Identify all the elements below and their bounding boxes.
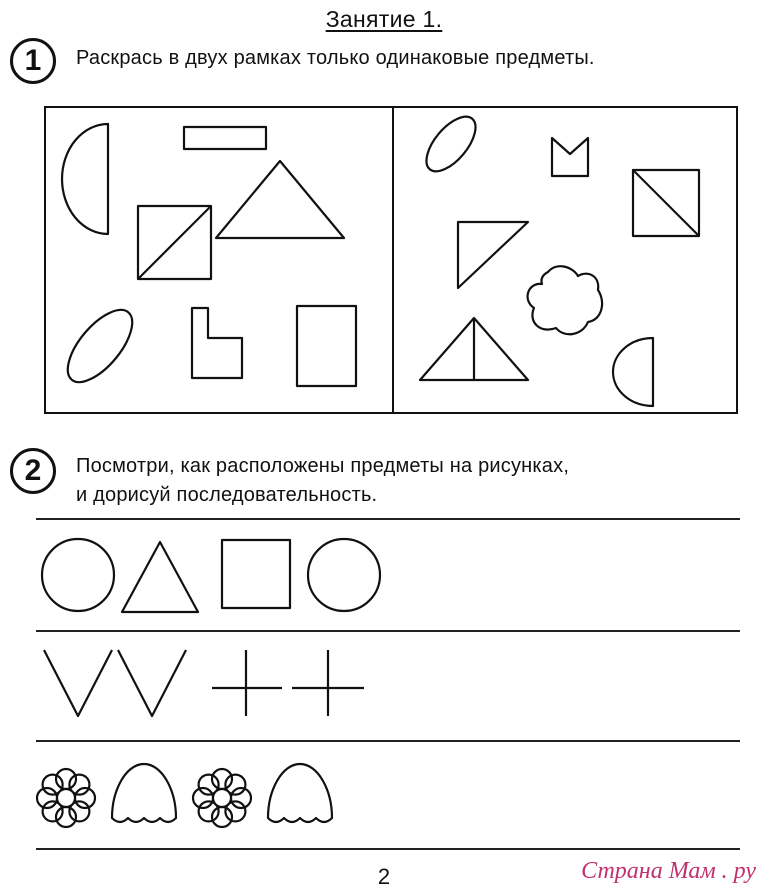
circle-icon[interactable] [42,539,114,611]
page-number: 2 [377,864,391,889]
square-icon[interactable] [222,540,290,608]
task-2-instruction-line-2: и дорисуй последовательность. [76,484,378,506]
site-watermark: Страна Мам . ру [581,858,756,884]
task-2-instruction-line-1: Посмотри, как расположены предметы на рисунках, [76,455,570,477]
v-shape-icon[interactable] [44,650,112,716]
v-shape-icon[interactable] [118,650,186,716]
task-1-number: 1 [10,38,56,84]
triangle-icon[interactable] [122,542,198,612]
task-1-instruction: Раскрась в двух рамках только одинаковые предметы. [76,47,595,69]
plus-icon[interactable] [212,650,282,716]
circle-icon[interactable] [308,539,380,611]
arch-icon[interactable] [112,764,176,822]
lesson-title: Занятие 1. [325,6,443,32]
plus-icon[interactable] [292,650,364,716]
task-2-number: 2 [10,448,56,494]
flower-icon[interactable] [37,769,95,827]
flower-icon[interactable] [193,769,251,827]
arch-icon[interactable] [268,764,332,822]
